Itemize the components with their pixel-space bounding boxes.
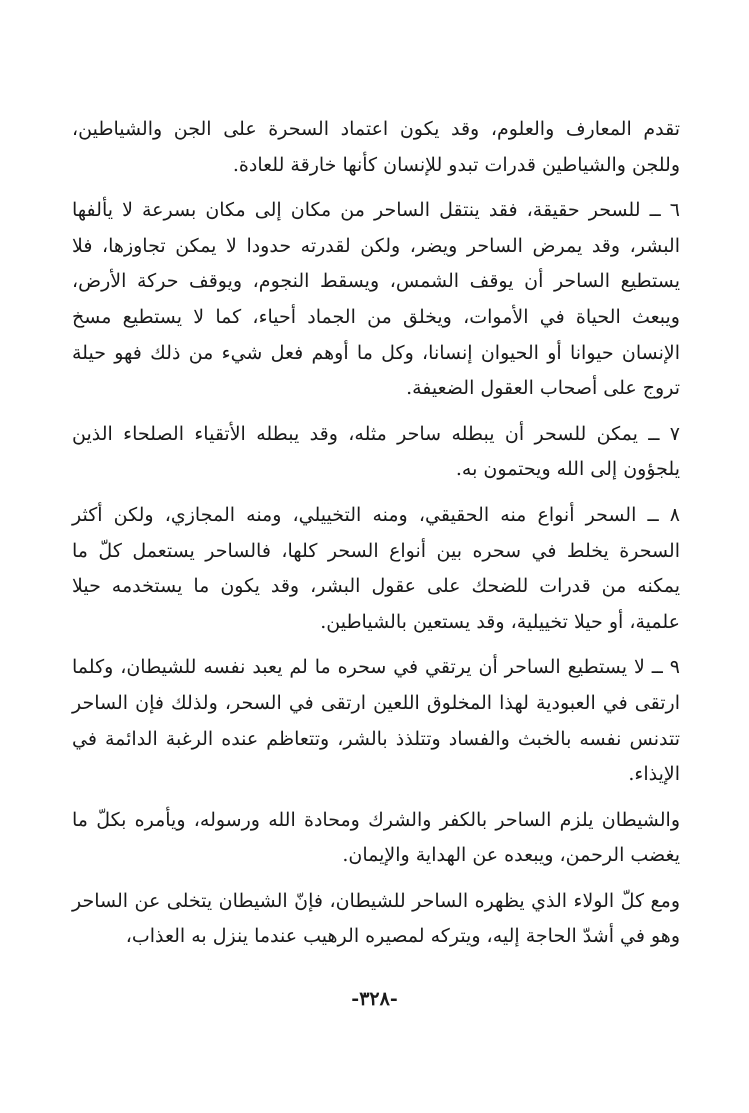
paragraph-item-7: ٧ ــ يمكن للسحر أن يبطله ساحر مثله، وقد يبطله الأتقياء الصلحاء الذين يلجؤون إلى الله ويحتمون به. — [72, 422, 680, 481]
page-body — [72, 112, 680, 955]
paragraph-item-8: ٨ ــ السحر أنواع منه الحقيقي، ومنه التخييلي، ومنه المجازي، ولكن أكثر السحرة يخلط في سحره بين أنواع السحر كلها، فالساحر يستعمل كلّ ما يمكنه من قدرات للضحك على عقول البشر، وقد يكون ما يستخدمه حيلا علمية، أو حيلا تخييلية، وقد يستعين بالشياطين. — [72, 503, 680, 633]
paragraph-item-9: ٩ ــ لا يستطيع الساحر أن يرتقي في سحره ما لم يعبد نفسه للشيطان، وكلما ارتقى في العبودية لهذا المخلوق اللعين ارتقى في السحر، ولذلك فإن الساحر تتدنس نفسه بالخبث والفساد وتتلذذ بالشر، وتتعاظم عنده الرغبة الدائمة في الإيذاء. — [72, 656, 680, 786]
paragraph-shaytan-abandons: ومع كلّ الولاء الذي يظهره الساحر للشيطان، فإنّ الشيطان يتخلى عن الساحر وهو في أشدّ الحاجة إليه، ويتركه لمصيره الرهيب عندما ينزل به العذاب، — [72, 889, 680, 948]
paragraph-shaytan-obligation: والشيطان يلزم الساحر بالكفر والشرك ومحادة الله ورسوله، ويأمره بكلّ ما يغضب الرحمن، ويبعده عن الهداية والإيمان. — [72, 808, 680, 867]
paragraph-continuation: تقدم المعارف والعلوم، وقد يكون اعتماد السحرة على الجن والشياطين، وللجن والشياطين قدرات تبدو للإنسان كأنها خارقة للعادة. — [72, 118, 680, 176]
page-number: -٣٢٨- — [351, 988, 398, 1010]
paragraph-item-6: ٦ ــ للسحر حقيقة، فقد ينتقل الساحر من مكان إلى مكان بسرعة لا يألفها البشر، وقد يمرض الساحر ويضر، ولكن لقدرته حدودا لا يمكن تجاوزها، فلا يستطيع الساحر أن يوقف الشمس، ويسقط النجوم، ويوقف حركة الأرض، ويبعث الحياة في الأموات، ويخلق من الجماد أحياء، كما لا يستطيع مسخ الإنسان حيوانا أو الحيوان إنسانا، وكل ما أوهم فعل شيء من ذلك فهو حيلة تروج على أصحاب العقول الضعيفة. — [72, 199, 680, 400]
